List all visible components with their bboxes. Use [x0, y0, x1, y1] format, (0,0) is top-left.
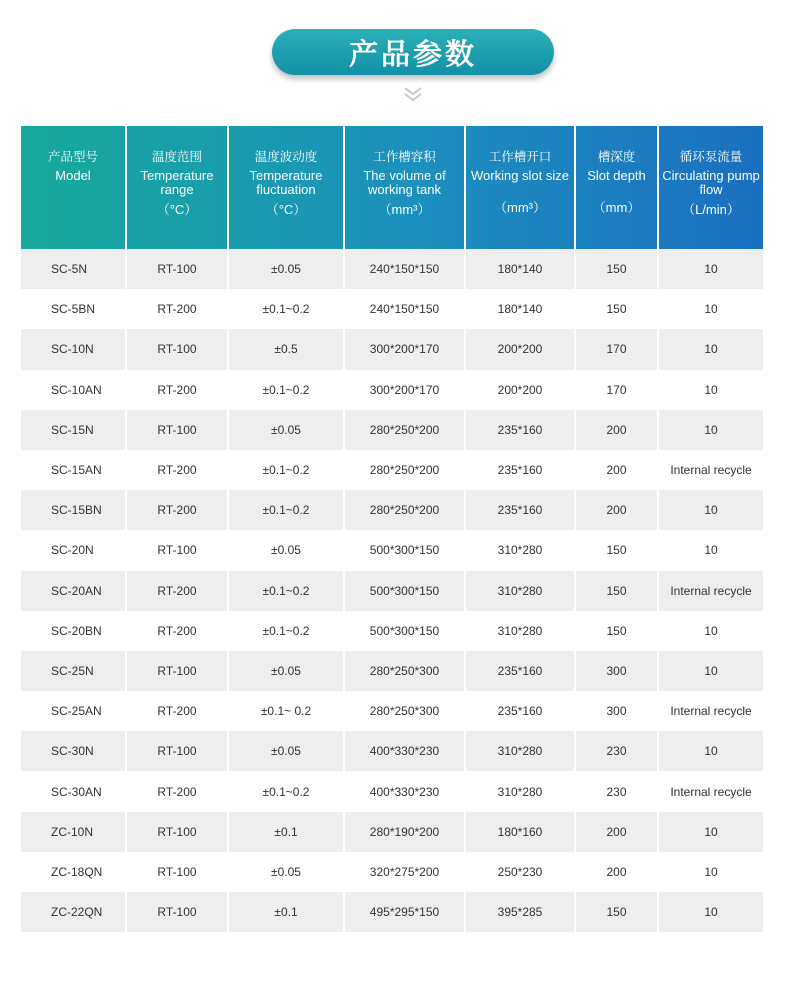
cell-model: SC-25N: [51, 663, 94, 678]
cell-temp-range: RT-100: [126, 651, 228, 691]
cell-model: ZC-18QN: [51, 864, 103, 879]
product-spec-table: [21, 126, 763, 932]
cell-slot-size: 235*160: [465, 410, 575, 450]
cell-slot-size: 180*140: [465, 249, 575, 289]
cell-pump-flow: 10: [658, 812, 763, 852]
cell-temp-range: RT-100: [126, 852, 228, 892]
cell-pump-flow: 10: [658, 530, 763, 570]
table-row: [21, 571, 763, 611]
cell-slot-depth: 230: [575, 731, 658, 771]
cell-fluctuation: ±0.05: [228, 731, 344, 771]
cell-fluctuation: ±0.1~0.2: [228, 571, 344, 611]
cell-pump-flow: 10: [658, 249, 763, 289]
cell-slot-depth: 230: [575, 771, 658, 811]
cell-slot-depth: 200: [575, 410, 658, 450]
header-slot-size: 工作槽开口 Working slot size （mm³）: [465, 126, 575, 249]
cell-slot-depth: 150: [575, 249, 658, 289]
cell-fluctuation: ±0.1~0.2: [228, 771, 344, 811]
table-row: [21, 490, 763, 530]
cell-pump-flow: 10: [658, 289, 763, 329]
cell-slot-depth: 150: [575, 530, 658, 570]
cell-tank-volume: 280*250*200: [344, 490, 465, 530]
table-row: [21, 731, 763, 771]
cell-model: SC-5N: [51, 262, 88, 277]
cell-temp-range: RT-100: [126, 530, 228, 570]
cell-tank-volume: 495*295*150: [344, 892, 465, 932]
table-row: [21, 812, 763, 852]
cell-tank-volume: 280*250*200: [344, 450, 465, 490]
cell-temp-range: RT-200: [126, 771, 228, 811]
cell-slot-size: 310*280: [465, 571, 575, 611]
table-row: [21, 410, 763, 450]
cell-model: SC-10AN: [51, 382, 102, 397]
cell-fluctuation: ±0.1~0.2: [228, 289, 344, 329]
cell-tank-volume: 280*250*300: [344, 651, 465, 691]
cell-fluctuation: ±0.1~ 0.2: [228, 691, 344, 731]
table-row: [21, 892, 763, 932]
cell-fluctuation: ±0.1~0.2: [228, 611, 344, 651]
table-row: [21, 852, 763, 892]
cell-fluctuation: ±0.1: [228, 892, 344, 932]
table-row: [21, 249, 763, 289]
cell-tank-volume: 240*150*150: [344, 289, 465, 329]
cell-model: SC-20BN: [51, 623, 102, 638]
cell-slot-size: 395*285: [465, 892, 575, 932]
cell-fluctuation: ±0.1~0.2: [228, 370, 344, 410]
cell-pump-flow: Internal recycle: [658, 691, 763, 731]
cell-temp-range: RT-200: [126, 611, 228, 651]
cell-tank-volume: 500*300*150: [344, 571, 465, 611]
cell-temp-range: RT-100: [126, 892, 228, 932]
cell-temp-range: RT-200: [126, 370, 228, 410]
cell-slot-depth: 150: [575, 289, 658, 329]
cell-slot-depth: 200: [575, 490, 658, 530]
cell-model: SC-5BN: [51, 302, 96, 317]
cell-slot-depth: 170: [575, 370, 658, 410]
cell-slot-depth: 200: [575, 450, 658, 490]
cell-model: SC-30AN: [51, 784, 102, 799]
table-row: [21, 651, 763, 691]
cell-slot-size: 235*160: [465, 691, 575, 731]
cell-slot-size: 180*140: [465, 289, 575, 329]
table-row: [21, 771, 763, 811]
cell-fluctuation: ±0.05: [228, 410, 344, 450]
cell-pump-flow: 10: [658, 852, 763, 892]
cell-fluctuation: ±0.05: [228, 249, 344, 289]
cell-pump-flow: Internal recycle: [658, 450, 763, 490]
cell-pump-flow: 10: [658, 731, 763, 771]
cell-slot-size: 235*160: [465, 450, 575, 490]
cell-model: ZC-10N: [51, 824, 94, 839]
cell-slot-size: 310*280: [465, 530, 575, 570]
cell-model: SC-30N: [51, 744, 94, 759]
header-slot-depth: 槽深度 Slot depth （mm）: [575, 126, 658, 249]
cell-slot-size: 200*200: [465, 329, 575, 369]
cell-pump-flow: 10: [658, 892, 763, 932]
cell-slot-size: 310*280: [465, 611, 575, 651]
cell-tank-volume: 240*150*150: [344, 249, 465, 289]
cell-model: SC-15N: [51, 422, 94, 437]
cell-fluctuation: ±0.5: [228, 329, 344, 369]
cell-slot-size: 235*160: [465, 490, 575, 530]
cell-tank-volume: 280*250*200: [344, 410, 465, 450]
cell-tank-volume: 400*330*230: [344, 771, 465, 811]
cell-temp-range: RT-200: [126, 289, 228, 329]
cell-slot-size: 235*160: [465, 651, 575, 691]
cell-slot-depth: 300: [575, 651, 658, 691]
cell-tank-volume: 300*200*170: [344, 329, 465, 369]
table-header-row: [21, 126, 763, 249]
cell-tank-volume: 500*300*150: [344, 611, 465, 651]
cell-pump-flow: 10: [658, 410, 763, 450]
cell-model: SC-20N: [51, 543, 94, 558]
cell-fluctuation: ±0.05: [228, 530, 344, 570]
cell-temp-range: RT-200: [126, 490, 228, 530]
cell-pump-flow: 10: [658, 490, 763, 530]
cell-slot-depth: 150: [575, 892, 658, 932]
cell-slot-size: 250*230: [465, 852, 575, 892]
table-row: [21, 450, 763, 490]
header-model: 产品型号 Model: [47, 149, 98, 183]
page-title: 产品参数: [272, 29, 554, 75]
cell-tank-volume: 320*275*200: [344, 852, 465, 892]
title-section: [0, 0, 790, 110]
cell-slot-size: 200*200: [465, 370, 575, 410]
cell-tank-volume: 280*250*300: [344, 691, 465, 731]
cell-slot-depth: 200: [575, 812, 658, 852]
cell-temp-range: RT-100: [126, 329, 228, 369]
cell-fluctuation: ±0.1: [228, 812, 344, 852]
cell-model: SC-15BN: [51, 503, 102, 518]
cell-slot-size: 310*280: [465, 771, 575, 811]
cell-model: ZC-22QN: [51, 905, 103, 920]
header-tank-volume: 工作槽容积 The volume of working tank （mm³）: [344, 126, 465, 249]
cell-temp-range: RT-100: [126, 731, 228, 771]
cell-slot-depth: 170: [575, 329, 658, 369]
cell-pump-flow: 10: [658, 329, 763, 369]
cell-model: SC-15AN: [51, 463, 102, 478]
cell-temp-range: RT-100: [126, 249, 228, 289]
table-body: [21, 249, 763, 932]
cell-slot-depth: 200: [575, 852, 658, 892]
cell-pump-flow: 10: [658, 370, 763, 410]
cell-tank-volume: 400*330*230: [344, 731, 465, 771]
cell-fluctuation: ±0.05: [228, 651, 344, 691]
cell-fluctuation: ±0.1~0.2: [228, 450, 344, 490]
table-row: [21, 611, 763, 651]
table-row: [21, 691, 763, 731]
cell-temp-range: RT-200: [126, 571, 228, 611]
cell-slot-size: 310*280: [465, 731, 575, 771]
cell-slot-depth: 300: [575, 691, 658, 731]
chevron-down-icon: [403, 86, 423, 102]
cell-slot-depth: 150: [575, 611, 658, 651]
cell-pump-flow: 10: [658, 611, 763, 651]
cell-temp-range: RT-200: [126, 450, 228, 490]
table-row: [21, 530, 763, 570]
cell-model: SC-25AN: [51, 704, 102, 719]
cell-pump-flow: Internal recycle: [658, 571, 763, 611]
cell-fluctuation: ±0.1~0.2: [228, 490, 344, 530]
cell-tank-volume: 500*300*150: [344, 530, 465, 570]
cell-model: SC-20AN: [51, 583, 102, 598]
cell-pump-flow: 10: [658, 651, 763, 691]
cell-slot-depth: 150: [575, 571, 658, 611]
cell-fluctuation: ±0.05: [228, 852, 344, 892]
table-row: [21, 329, 763, 369]
cell-pump-flow: Internal recycle: [658, 771, 763, 811]
cell-temp-range: RT-100: [126, 410, 228, 450]
header-temperature-range: 温度范围 Temperature range （°C）: [126, 126, 228, 249]
cell-temp-range: RT-100: [126, 812, 228, 852]
cell-slot-size: 180*160: [465, 812, 575, 852]
header-temperature-fluctuation: 温度波动度 Temperature fluctuation （°C）: [228, 126, 344, 249]
cell-tank-volume: 300*200*170: [344, 370, 465, 410]
cell-temp-range: RT-200: [126, 691, 228, 731]
table-row: [21, 289, 763, 329]
cell-tank-volume: 280*190*200: [344, 812, 465, 852]
table-row: [21, 370, 763, 410]
header-pump-flow: 循环泵流量 Circulating pump flow （L/min）: [658, 126, 763, 249]
cell-model: SC-10N: [51, 342, 94, 357]
